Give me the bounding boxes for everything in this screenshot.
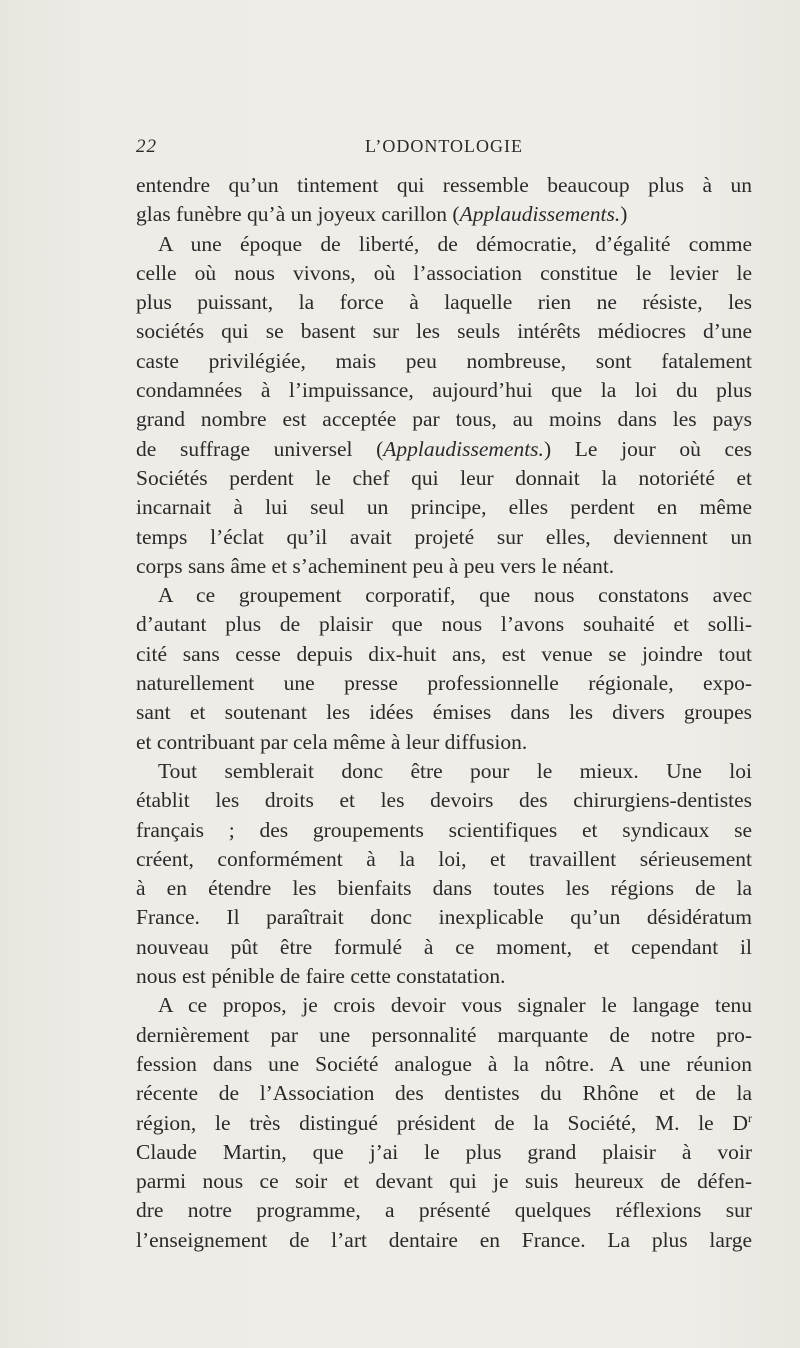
text-line: français ; des groupements scientifiques et syndicaux se	[136, 817, 752, 842]
text-line: incarnait à lui seul un principe, elles perdent en même	[136, 495, 752, 520]
paragraph-start-line: A ce propos, je crois devoir vous signaler le langage tenu	[158, 993, 752, 1018]
text-line: caste privilégiée, mais peu nombreuse, sont fatalement	[136, 348, 752, 373]
text-line: cité sans cesse depuis dix-huit ans, est venue se joindre tout	[136, 641, 752, 666]
text-line: l’enseignement de l’art dentaire en France. La plus large	[136, 1227, 752, 1252]
text-line: de suffrage universel (Applaudissements.) Le jour où ces	[136, 436, 752, 461]
text-line: condamnées à l’impuissance, aujourd’hui que la loi du plus	[136, 378, 752, 403]
text-line: Claude Martin, que j’ai le plus grand plaisir à voir	[136, 1139, 752, 1164]
text-line: d’autant plus de plaisir que nous l’avons souhaité et solli-	[136, 612, 752, 637]
text-line: corps sans âme et s’acheminent peu à peu vers le néant.	[136, 553, 615, 578]
text-line: sociétés qui se basent sur les seuls intérêts médiocres d’une	[136, 319, 752, 344]
text-line: et contribuant par cela même à leur diffusion.	[136, 729, 528, 754]
running-head	[136, 136, 752, 166]
text-line: nous est pénible de faire cette constatation.	[136, 964, 506, 989]
text-line: sant et soutenant les idées émises dans les divers groupes	[136, 700, 752, 725]
text-line: récente de l’Association des dentistes du Rhône et de la	[136, 1081, 752, 1106]
paragraph-start-line: A ce groupement corporatif, que nous constatons avec	[158, 583, 752, 608]
text-line: France. Il paraîtrait donc inexplicable qu’un désidératum	[136, 905, 752, 930]
text-line: glas funèbre qu’à un joyeux carillon (Applaudissements.)	[136, 202, 628, 227]
journal-title: L’ODONTOLOGIE	[365, 136, 523, 156]
text-line: créent, conformément à la loi, et travaillent sérieusement	[136, 846, 752, 871]
text-line: parmi nous ce soir et devant qui je suis heureux de défen-	[136, 1169, 752, 1194]
text-line: à en étendre les bienfaits dans toutes les régions de la	[136, 876, 752, 901]
text-line: région, le très distingué président de la Société, M. le $D^r$	[136, 1110, 752, 1135]
paragraph-start-line: Tout semblerait donc être pour le mieux. Une loi	[158, 758, 752, 783]
body-text	[136, 171, 752, 1255]
text-line: nouveau pût être formulé à ce moment, et cependant il	[136, 934, 752, 959]
text-line: entendre qu’un tintement qui ressemble beaucoup plus à un	[136, 173, 752, 197]
text-line: plus puissant, la force à laquelle rien ne résiste, les	[136, 290, 752, 315]
text-line: temps l’éclat qu’il avait projeté sur elles, deviennent un	[136, 524, 752, 549]
applause-note: Applaudissements.	[383, 436, 544, 461]
superscript-r: r	[748, 1110, 752, 1125]
text-line: celle où nous vivons, où l’association constitue le levier le	[136, 260, 752, 285]
text-line: établit les droits et les devoirs des chirurgiens-dentistes	[136, 788, 752, 813]
applause-note: Applaudissements.	[459, 202, 621, 227]
text-line: dernièrement par une personnalité marquante de notre pro-	[136, 1022, 752, 1047]
paragraph-start-line: A une époque de liberté, de démocratie, d’égalité comme	[158, 231, 752, 256]
page-number: 22	[136, 136, 157, 157]
text-line: naturellement une presse professionnelle régionale, expo-	[136, 671, 752, 696]
text-line: fession dans une Société analogue à la nôtre. A une réunion	[136, 1051, 752, 1076]
text-line: Sociétés perdent le chef qui leur donnait la notoriété et	[136, 465, 752, 490]
text-line: grand nombre est acceptée par tous, au moins dans les pays	[136, 407, 752, 432]
text-line: dre notre programme, a présenté quelques réflexions sur	[136, 1198, 752, 1223]
